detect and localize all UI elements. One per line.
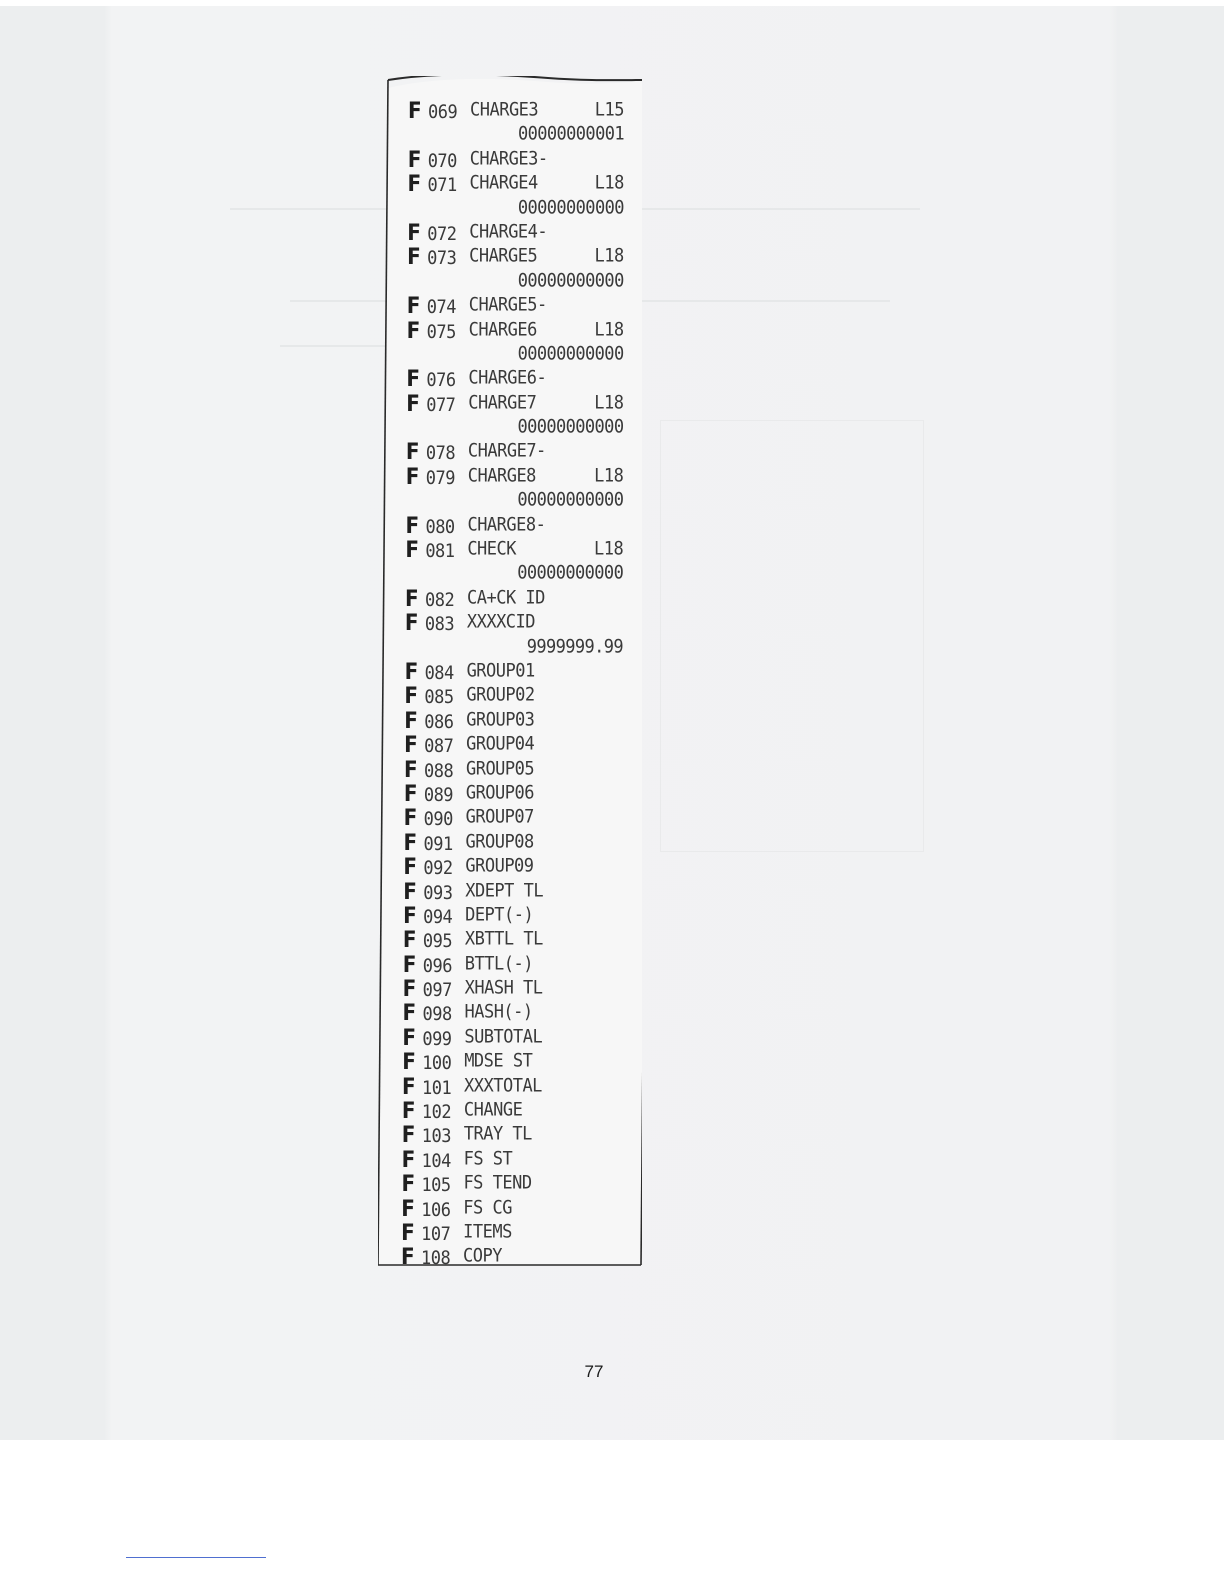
- function-number: 097: [422, 979, 452, 1002]
- function-number: 105: [421, 1174, 451, 1197]
- page-number: 77: [584, 1362, 604, 1381]
- function-mark: F: [404, 681, 419, 709]
- receipt-entry-line: [378, 877, 642, 904]
- function-label: GROUP08: [465, 830, 534, 853]
- function-label: TRAY TL: [463, 1123, 532, 1146]
- function-mark: F: [406, 316, 421, 343]
- function-number: 085: [424, 686, 454, 709]
- function-label: GROUP06: [465, 781, 534, 805]
- function-number: 096: [422, 954, 452, 978]
- function-mark: F: [402, 974, 417, 1002]
- function-label: DEPT(-): [465, 903, 534, 927]
- receipt-entry-line: [378, 755, 642, 782]
- function-label: BTTL(-): [464, 952, 533, 975]
- function-label: XXXXCID: [466, 610, 536, 634]
- function-label: HASH(-): [464, 1001, 533, 1024]
- function-label: CHARGE3: [470, 98, 539, 122]
- receipt-entry-line: [378, 706, 642, 733]
- function-label: CHANGE: [463, 1098, 523, 1122]
- receipt-entry-line: [378, 389, 642, 416]
- function-number: 107: [421, 1222, 451, 1246]
- function-mark: F: [404, 730, 418, 758]
- function-number: 108: [421, 1247, 451, 1270]
- function-number: 093: [423, 881, 453, 904]
- function-label: CHARGE3-: [469, 147, 548, 170]
- receipt-entry-line: [378, 609, 642, 636]
- function-number: 070: [427, 149, 457, 173]
- function-number: 077: [426, 393, 456, 417]
- receipt-entry-line: [378, 1048, 642, 1075]
- function-number: 078: [425, 442, 456, 465]
- function-mark: F: [407, 242, 421, 270]
- function-label: XBTTL TL: [464, 928, 543, 951]
- function-parameter: L18: [594, 171, 624, 195]
- function-number: 101: [422, 1076, 452, 1100]
- function-mark: F: [404, 608, 419, 636]
- receipt-entry-line: [378, 1121, 642, 1148]
- function-value: 00000000000: [517, 562, 624, 585]
- function-number: 091: [423, 832, 453, 856]
- receipt-value-line: [378, 487, 642, 514]
- receipt-entry-line: [378, 804, 642, 831]
- function-number: 075: [426, 320, 456, 343]
- function-number: 073: [427, 247, 457, 270]
- function-mark: F: [405, 584, 419, 612]
- function-mark: F: [401, 1194, 415, 1221]
- function-mark: F: [401, 1120, 416, 1148]
- function-mark: F: [401, 1145, 416, 1173]
- function-mark: F: [402, 998, 417, 1026]
- function-parameter: L18: [594, 391, 624, 414]
- receipt-entry-line: [378, 853, 642, 880]
- footnote-separator: [126, 1557, 266, 1558]
- function-label: CHARGE4: [469, 171, 538, 195]
- function-number: 106: [421, 1198, 451, 1221]
- function-number: 082: [425, 588, 455, 612]
- function-label: FS CG: [463, 1196, 512, 1219]
- function-label: CHECK: [467, 537, 516, 561]
- function-parameter: L18: [594, 464, 624, 488]
- page-top-edge: [0, 0, 1224, 6]
- function-value: 00000000000: [517, 342, 624, 366]
- function-number: 102: [421, 1101, 452, 1124]
- receipt-value-line: [378, 267, 642, 294]
- receipt-entry-line: [378, 1194, 642, 1221]
- function-mark: F: [403, 755, 418, 782]
- function-label: GROUP07: [465, 806, 534, 829]
- function-number: 087: [424, 735, 454, 758]
- function-mark: F: [403, 852, 418, 880]
- function-label: FS ST: [463, 1147, 513, 1170]
- function-mark: F: [404, 657, 419, 685]
- function-number: 092: [423, 857, 453, 880]
- function-label: CHARGE6-: [468, 367, 547, 390]
- receipt-entry-line: [378, 999, 642, 1026]
- function-mark: F: [406, 389, 420, 417]
- function-label: XHASH TL: [464, 976, 543, 1000]
- function-number: 069: [428, 101, 458, 124]
- function-parameter: L18: [594, 318, 624, 341]
- function-number: 080: [425, 515, 455, 539]
- function-label: CHARGE4-: [469, 220, 548, 244]
- function-mark: F: [402, 1072, 416, 1100]
- function-label: GROUP02: [466, 684, 535, 707]
- function-mark: F: [403, 828, 418, 856]
- function-mark: F: [405, 438, 420, 465]
- function-label: GROUP01: [466, 659, 535, 683]
- function-value: 00000000000: [517, 269, 624, 292]
- function-label: SUBTOTAL: [464, 1025, 543, 1049]
- receipt-entry-line: [378, 828, 642, 855]
- function-mark: F: [402, 1023, 416, 1051]
- function-mark: F: [403, 877, 417, 904]
- function-mark: F: [403, 779, 418, 807]
- receipt-entry-line: [378, 243, 642, 270]
- function-mark: F: [405, 535, 419, 563]
- function-parameter: L15: [594, 98, 624, 122]
- function-label: MDSE ST: [464, 1050, 533, 1073]
- receipt-printout: [378, 76, 642, 1270]
- function-mark: F: [403, 901, 417, 929]
- function-number: 084: [424, 662, 454, 685]
- receipt-entry-line: [378, 170, 642, 197]
- function-mark: F: [405, 511, 420, 539]
- function-number: 081: [425, 540, 455, 563]
- receipt-value-line: [378, 121, 642, 148]
- receipt-entry-line: [378, 1170, 642, 1197]
- function-mark: F: [407, 169, 422, 197]
- function-number: 083: [424, 613, 455, 636]
- function-number: 088: [423, 759, 454, 782]
- function-number: 095: [422, 930, 453, 953]
- function-label: XXXTOTAL: [464, 1074, 542, 1097]
- function-value: 9999999.99: [526, 635, 624, 658]
- receipt-value-line: [378, 194, 642, 221]
- receipt-value-line: [378, 560, 642, 587]
- function-mark: F: [405, 462, 420, 490]
- function-label: CHARGE8-: [467, 513, 546, 536]
- function-number: 086: [424, 710, 454, 734]
- function-label: FS TEND: [463, 1171, 532, 1195]
- function-code: [401, 1243, 450, 1273]
- receipt-value-line: [378, 633, 642, 660]
- receipt-entry-line: [378, 316, 642, 343]
- function-mark: F: [401, 1096, 416, 1124]
- function-mark: F: [402, 950, 417, 978]
- function-label: GROUP09: [465, 854, 534, 878]
- function-number: 072: [427, 222, 457, 246]
- receipt-entry-line: [378, 731, 642, 758]
- function-label: COPY: [463, 1245, 502, 1268]
- function-number: 100: [422, 1052, 452, 1075]
- function-value: 00000000000: [517, 196, 624, 219]
- function-label: CA+CK ID: [467, 586, 545, 609]
- function-mark: F: [404, 706, 418, 734]
- function-label: XDEPT TL: [465, 879, 544, 902]
- function-number: 079: [425, 466, 455, 490]
- receipt-lines: [378, 98, 642, 1269]
- function-number: 071: [427, 174, 457, 197]
- function-number: 099: [422, 1027, 452, 1051]
- function-number: 089: [423, 783, 454, 807]
- function-number: 104: [421, 1149, 451, 1173]
- function-label: GROUP03: [466, 708, 535, 731]
- receipt-entry-line: [378, 1072, 642, 1099]
- function-label: CHARGE5: [469, 245, 538, 268]
- receipt-entry-line: [378, 511, 642, 538]
- bleed-through-table: [660, 420, 924, 852]
- function-label: CHARGE7: [468, 391, 537, 414]
- function-label: ITEMS: [463, 1220, 512, 1244]
- function-label: CHARGE5-: [468, 293, 547, 317]
- receipt-entry-line: [378, 1243, 642, 1270]
- receipt-entry-line: [378, 926, 642, 953]
- receipt-entry-line: [378, 950, 642, 977]
- function-mark: F: [407, 218, 421, 246]
- function-label: GROUP04: [466, 732, 535, 756]
- receipt-entry-line: [378, 365, 642, 392]
- function-label: CHARGE7-: [467, 440, 546, 463]
- function-mark: F: [406, 364, 421, 392]
- function-mark: F: [408, 96, 422, 124]
- function-label: GROUP05: [465, 757, 535, 780]
- function-number: 094: [423, 905, 453, 929]
- function-mark: F: [403, 803, 418, 831]
- function-number: 103: [421, 1125, 451, 1148]
- function-value: 00000000000: [517, 489, 624, 512]
- function-mark: F: [402, 925, 417, 953]
- receipt-entry-line: [378, 682, 642, 709]
- function-mark: F: [407, 145, 422, 173]
- function-number: 074: [426, 296, 457, 319]
- function-number: 076: [426, 369, 456, 392]
- function-mark: F: [401, 1169, 416, 1197]
- function-mark: F: [401, 1218, 415, 1246]
- function-value: 00000000000: [517, 415, 624, 439]
- function-mark: F: [401, 1242, 415, 1270]
- receipt-entry-line: [378, 145, 642, 172]
- function-number: 090: [423, 808, 453, 831]
- function-mark: F: [402, 1047, 416, 1075]
- function-number: 098: [422, 1003, 452, 1026]
- function-parameter: L18: [594, 245, 624, 268]
- receipt-entry-line: [378, 292, 642, 319]
- function-label: CHARGE8: [467, 464, 536, 488]
- receipt-entry-line: [378, 438, 642, 465]
- function-mark: F: [406, 291, 421, 319]
- function-label: CHARGE6: [468, 318, 537, 341]
- function-parameter: L18: [594, 537, 624, 561]
- function-value: 00000000001: [517, 123, 624, 146]
